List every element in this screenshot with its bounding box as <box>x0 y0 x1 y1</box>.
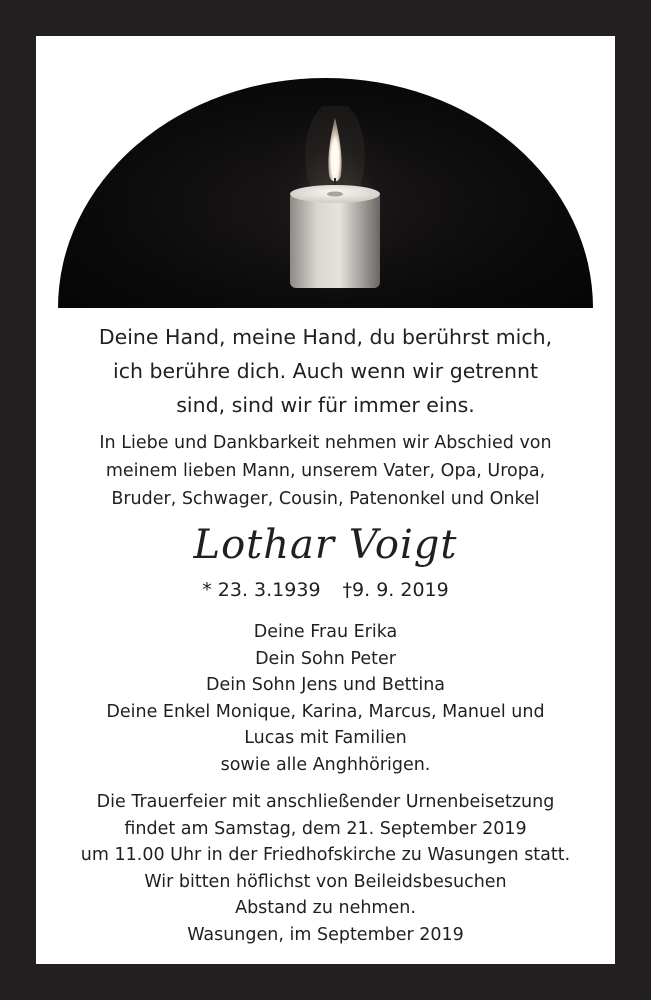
death-date: †9. 9. 2019 <box>342 579 449 601</box>
mourner-line: Lucas mit Familien <box>244 728 407 748</box>
deceased-name: Lothar Voigt <box>193 522 458 568</box>
intro-line: In Liebe und Dankbarkeit nehmen wir Abschied von <box>99 433 552 453</box>
mourner-line: Dein Sohn Jens und Bettina <box>205 675 446 695</box>
ceremony-line: Abstand zu nehmen. <box>235 898 416 918</box>
mourner-line: sowie alle Anghhörigen. <box>220 754 431 775</box>
obituary-card <box>36 36 615 964</box>
mourner-line: Deine Enkel Monique, Karina, Marcus, Manuel und <box>106 701 545 722</box>
candle-icon <box>280 106 390 306</box>
mourner-line: Deine Frau Erika <box>253 622 398 642</box>
intro-line: Bruder, Schwager, Cousin, Patenonkel und Onkel <box>111 489 540 509</box>
ceremony-info <box>36 789 615 948</box>
ceremony-line: um 11.00 Uhr in der Friedhofskirche zu Wasungen statt. <box>80 845 571 865</box>
farewell-intro <box>36 429 615 513</box>
ceremony-line: findet am Samstag, dem 21. September 2019 <box>124 818 527 839</box>
verse-line: sind, sind wir für immer eins. <box>176 393 475 417</box>
mourner-line: Dein Sohn Peter <box>255 648 396 669</box>
ceremony-line: Wir bitten höflichst von Beileidsbesuchen <box>144 871 507 892</box>
ceremony-line: Die Trauerfeier mit anschließender Urnenbeisetzung <box>96 792 555 812</box>
verse-line: ich berühre dich. Auch wenn wir getrennt <box>113 359 538 383</box>
intro-line: meinem lieben Mann, unserem Vater, Opa, Uropa, <box>105 461 546 481</box>
verse-line: Deine Hand, meine Hand, du berührst mich, <box>98 325 553 349</box>
candle-photo <box>58 78 593 308</box>
mourners-list <box>36 619 615 778</box>
life-dates <box>36 576 615 604</box>
ceremony-place-date: Wasungen, im September 2019 <box>187 924 464 945</box>
verse <box>36 320 615 422</box>
birth-date: * 23. 3.1939 <box>202 579 321 601</box>
